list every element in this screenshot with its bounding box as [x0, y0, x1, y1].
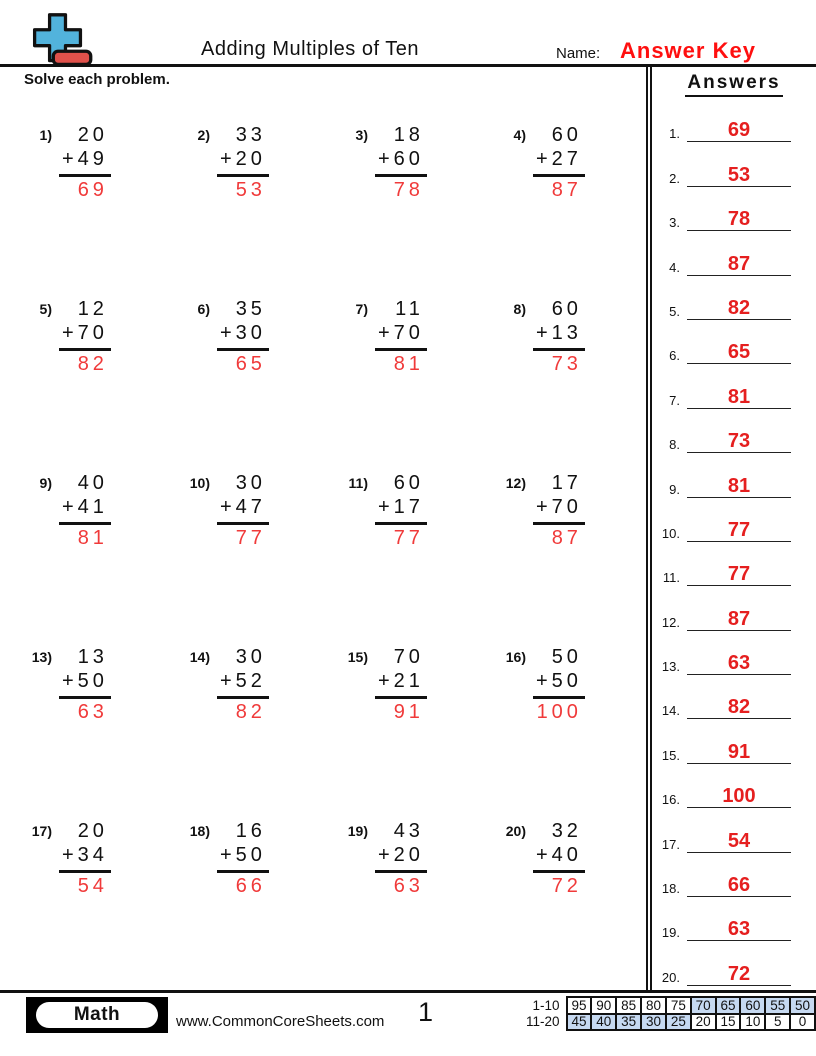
answer-row-2: [654, 142, 791, 186]
answer-row-15: [654, 719, 791, 763]
answer-value: 82: [687, 298, 791, 320]
addend-top: 70: [393, 646, 424, 668]
problem-stack: [533, 472, 585, 550]
answer-row-4: [654, 231, 791, 275]
answer-row-7: [654, 364, 791, 408]
answers-heading-text: Answers: [685, 72, 782, 97]
problem-16: [498, 646, 656, 820]
footer-divider: [0, 990, 816, 993]
name-label: Name:: [556, 45, 601, 62]
answer-row-14: [654, 675, 791, 719]
answer-number: 12.: [661, 614, 680, 630]
answer-row-8: [654, 409, 791, 453]
answer-number: 2.: [669, 170, 680, 186]
problem-15: [340, 646, 498, 820]
addend-bottom: +41: [59, 495, 111, 525]
addend-top: 50: [551, 646, 582, 668]
answer-value: 63: [687, 653, 791, 675]
problem-number: 10): [189, 475, 210, 491]
problem-answer: 66: [235, 875, 266, 897]
answer-number: 20.: [661, 969, 680, 985]
problem-stack: [375, 124, 427, 202]
score-row-1-10: [524, 997, 815, 1014]
problem-answer: 91: [393, 701, 424, 723]
answer-number: 7.: [669, 392, 680, 408]
problem-stack: [217, 124, 269, 202]
page-title: Adding Multiples of Ten: [201, 38, 419, 60]
addend-top: 35: [235, 298, 266, 320]
answer-number: 18.: [661, 881, 680, 897]
problem-number: 14): [189, 649, 210, 665]
answer-row-16: [654, 764, 791, 808]
answer-value: 78: [687, 209, 791, 231]
addend-top: 17: [551, 472, 582, 494]
score-cell: 50: [790, 997, 815, 1014]
answers-heading: [660, 72, 808, 97]
addend-top: 18: [393, 124, 424, 146]
answer-value: 81: [687, 387, 791, 409]
answer-row-6: [654, 320, 791, 364]
problem-stack: [217, 820, 269, 898]
answer-number: 9.: [669, 481, 680, 497]
problem-answer: 73: [551, 353, 582, 375]
addend-bottom: +13: [533, 321, 585, 351]
score-cell: 75: [666, 997, 691, 1014]
subject-badge-label: Math: [36, 1002, 158, 1028]
problem-8: [498, 298, 656, 472]
answer-row-3: [654, 187, 791, 231]
score-cell: 30: [641, 1014, 666, 1031]
score-cell: 60: [740, 997, 765, 1014]
problem-stack: [59, 298, 111, 376]
addend-bottom: +20: [375, 843, 427, 873]
answer-value: 65: [687, 342, 791, 364]
website-link[interactable]: www.CommonCoreSheets.com: [176, 1013, 385, 1030]
problem-10: [182, 472, 340, 646]
problem-answer: 77: [393, 527, 424, 549]
problem-answer: 54: [77, 875, 108, 897]
problem-12: [498, 472, 656, 646]
problem-answer: 78: [393, 179, 424, 201]
addend-top: 60: [393, 472, 424, 494]
problem-number: 1): [39, 127, 52, 143]
answer-row-1: [654, 98, 791, 142]
addend-bottom: +50: [59, 669, 111, 699]
problem-answer: 100: [536, 701, 582, 723]
addend-bottom: +40: [533, 843, 585, 873]
problem-number: 5): [39, 301, 52, 317]
answer-value: 63: [687, 919, 791, 941]
problem-number: 11): [348, 475, 368, 491]
problem-stack: [533, 124, 585, 202]
problem-19: [340, 820, 498, 994]
problem-answer: 65: [235, 353, 266, 375]
answer-number: 17.: [661, 836, 680, 852]
problem-number: 4): [513, 127, 526, 143]
problem-number: 2): [197, 127, 210, 143]
answer-row-19: [654, 897, 791, 941]
problem-6: [182, 298, 340, 472]
answer-value: 66: [687, 875, 791, 897]
answer-row-20: [654, 941, 791, 985]
answer-number: 11.: [662, 570, 680, 586]
score-cell: 10: [740, 1014, 765, 1031]
answer-number: 10.: [661, 525, 680, 541]
problem-7: [340, 298, 498, 472]
addend-top: 20: [77, 124, 108, 146]
score-cell: 70: [691, 997, 716, 1014]
score-cell: 40: [591, 1014, 616, 1031]
answer-row-11: [654, 542, 791, 586]
addend-bottom: +70: [375, 321, 427, 351]
answer-value: 87: [687, 254, 791, 276]
answer-value: 72: [687, 964, 791, 986]
answer-value: 82: [687, 697, 791, 719]
problem-answer: 63: [77, 701, 108, 723]
answer-value: 53: [687, 165, 791, 187]
score-cell: 5: [765, 1014, 790, 1031]
problem-stack: [59, 646, 111, 724]
problem-stack: [217, 298, 269, 376]
score-cell: 0: [790, 1014, 815, 1031]
addend-top: 16: [235, 820, 266, 842]
problem-answer: 63: [393, 875, 424, 897]
answer-row-12: [654, 586, 791, 630]
problem-stack: [533, 646, 585, 724]
problem-number: 18): [189, 823, 210, 839]
subject-badge: [26, 997, 168, 1033]
answer-number: 6.: [669, 348, 680, 364]
answer-number: 16.: [661, 792, 680, 808]
answer-row-5: [654, 276, 791, 320]
answer-row-17: [654, 808, 791, 852]
addend-bottom: +34: [59, 843, 111, 873]
problem-answer: 87: [551, 527, 582, 549]
problem-5: [24, 298, 182, 472]
problem-stack: [375, 820, 427, 898]
problem-number: 3): [355, 127, 368, 143]
answer-value: 69: [687, 120, 791, 142]
addend-top: 60: [551, 124, 582, 146]
addend-top: 12: [77, 298, 108, 320]
addend-bottom: +70: [59, 321, 111, 351]
addend-top: 30: [235, 472, 266, 494]
addend-bottom: +20: [217, 147, 269, 177]
answer-number: 8.: [669, 437, 680, 453]
addend-top: 40: [77, 472, 108, 494]
problem-answer: 81: [77, 527, 108, 549]
problem-answer: 53: [235, 179, 266, 201]
problem-number: 16): [505, 649, 526, 665]
answer-row-9: [654, 453, 791, 497]
problem-stack: [217, 472, 269, 550]
problem-stack: [375, 298, 427, 376]
problem-stack: [59, 820, 111, 898]
addend-top: 43: [393, 820, 424, 842]
problem-number: 19): [347, 823, 368, 839]
problem-4: [498, 124, 656, 298]
problem-number: 20): [505, 823, 526, 839]
plus-minus-logo-icon: [16, 12, 100, 70]
score-grid: [524, 996, 816, 1031]
instructions: Solve each problem.: [24, 71, 170, 88]
addend-bottom: +49: [59, 147, 111, 177]
problem-answer: 82: [235, 701, 266, 723]
answer-list: [654, 98, 791, 986]
problem-1: [24, 124, 182, 298]
problem-number: 12): [505, 475, 526, 491]
problem-20: [498, 820, 656, 994]
problem-answer: 82: [77, 353, 108, 375]
addend-bottom: +60: [375, 147, 427, 177]
problems-grid: [24, 124, 648, 994]
addend-top: 11: [395, 298, 424, 320]
problem-stack: [217, 646, 269, 724]
problem-answer: 69: [77, 179, 108, 201]
problem-number: 9): [39, 475, 52, 491]
addend-bottom: +70: [533, 495, 585, 525]
answer-number: 14.: [661, 703, 680, 719]
addend-bottom: +52: [217, 669, 269, 699]
answer-value: 91: [687, 742, 791, 764]
answer-number: 1.: [669, 126, 680, 142]
problem-11: [340, 472, 498, 646]
addend-top: 13: [77, 646, 108, 668]
answer-row-18: [654, 853, 791, 897]
score-row-11-20: [524, 1014, 815, 1031]
problem-13: [24, 646, 182, 820]
answer-number: 3.: [669, 215, 680, 231]
problem-answer: 72: [551, 875, 582, 897]
answer-value: 81: [687, 476, 791, 498]
score-cell: 95: [567, 997, 592, 1014]
answer-row-10: [654, 498, 791, 542]
addend-bottom: +30: [217, 321, 269, 351]
problem-number: 8): [513, 301, 526, 317]
answer-value: 54: [687, 831, 791, 853]
problem-stack: [533, 820, 585, 898]
answers-divider: [646, 67, 652, 990]
problem-number: 7): [355, 301, 368, 317]
addend-bottom: +17: [375, 495, 427, 525]
problem-number: 13): [31, 649, 52, 665]
problem-number: 17): [31, 823, 52, 839]
addend-top: 20: [77, 820, 108, 842]
addend-bottom: +50: [533, 669, 585, 699]
answer-key-label: Answer Key: [620, 38, 756, 63]
header-divider: [0, 64, 816, 67]
answer-value: 77: [687, 564, 791, 586]
problem-answer: 87: [551, 179, 582, 201]
addend-top: 30: [235, 646, 266, 668]
addend-bottom: +27: [533, 147, 585, 177]
problem-stack: [59, 124, 111, 202]
score-cell: 45: [567, 1014, 592, 1031]
addend-top: 32: [551, 820, 582, 842]
score-cell: 80: [641, 997, 666, 1014]
problem-answer: 77: [235, 527, 266, 549]
answer-row-13: [654, 631, 791, 675]
problem-2: [182, 124, 340, 298]
problem-answer: 81: [393, 353, 424, 375]
page-number: 1: [418, 997, 434, 1027]
addend-bottom: +50: [217, 843, 269, 873]
problem-3: [340, 124, 498, 298]
problem-stack: [59, 472, 111, 550]
problem-17: [24, 820, 182, 994]
score-cell: 85: [616, 997, 641, 1014]
score-cell: 35: [616, 1014, 641, 1031]
answer-number: 5.: [669, 303, 680, 319]
score-cell: 90: [591, 997, 616, 1014]
answer-value: 73: [687, 431, 791, 453]
addend-bottom: +47: [217, 495, 269, 525]
answer-value: 87: [687, 609, 791, 631]
problem-18: [182, 820, 340, 994]
problem-stack: [533, 298, 585, 376]
problem-9: [24, 472, 182, 646]
addend-bottom: +21: [375, 669, 427, 699]
answer-number: 15.: [661, 747, 680, 763]
addend-top: 60: [551, 298, 582, 320]
problem-number: 15): [347, 649, 368, 665]
answer-number: 13.: [661, 659, 680, 675]
answer-value: 77: [687, 520, 791, 542]
addend-top: 33: [235, 124, 266, 146]
score-cell: 25: [666, 1014, 691, 1031]
problem-stack: [375, 472, 427, 550]
answer-number: 19.: [661, 925, 680, 941]
score-cell: 20: [691, 1014, 716, 1031]
problem-14: [182, 646, 340, 820]
answer-value: 100: [687, 786, 791, 808]
score-row-label: 1-10: [532, 997, 560, 1013]
score-cell: 55: [765, 997, 790, 1014]
answer-number: 4.: [669, 259, 680, 275]
problem-number: 6): [197, 301, 210, 317]
score-cell: 15: [716, 1014, 741, 1031]
score-row-label: 11-20: [526, 1014, 560, 1029]
problem-stack: [375, 646, 427, 724]
score-cell: 65: [716, 997, 741, 1014]
